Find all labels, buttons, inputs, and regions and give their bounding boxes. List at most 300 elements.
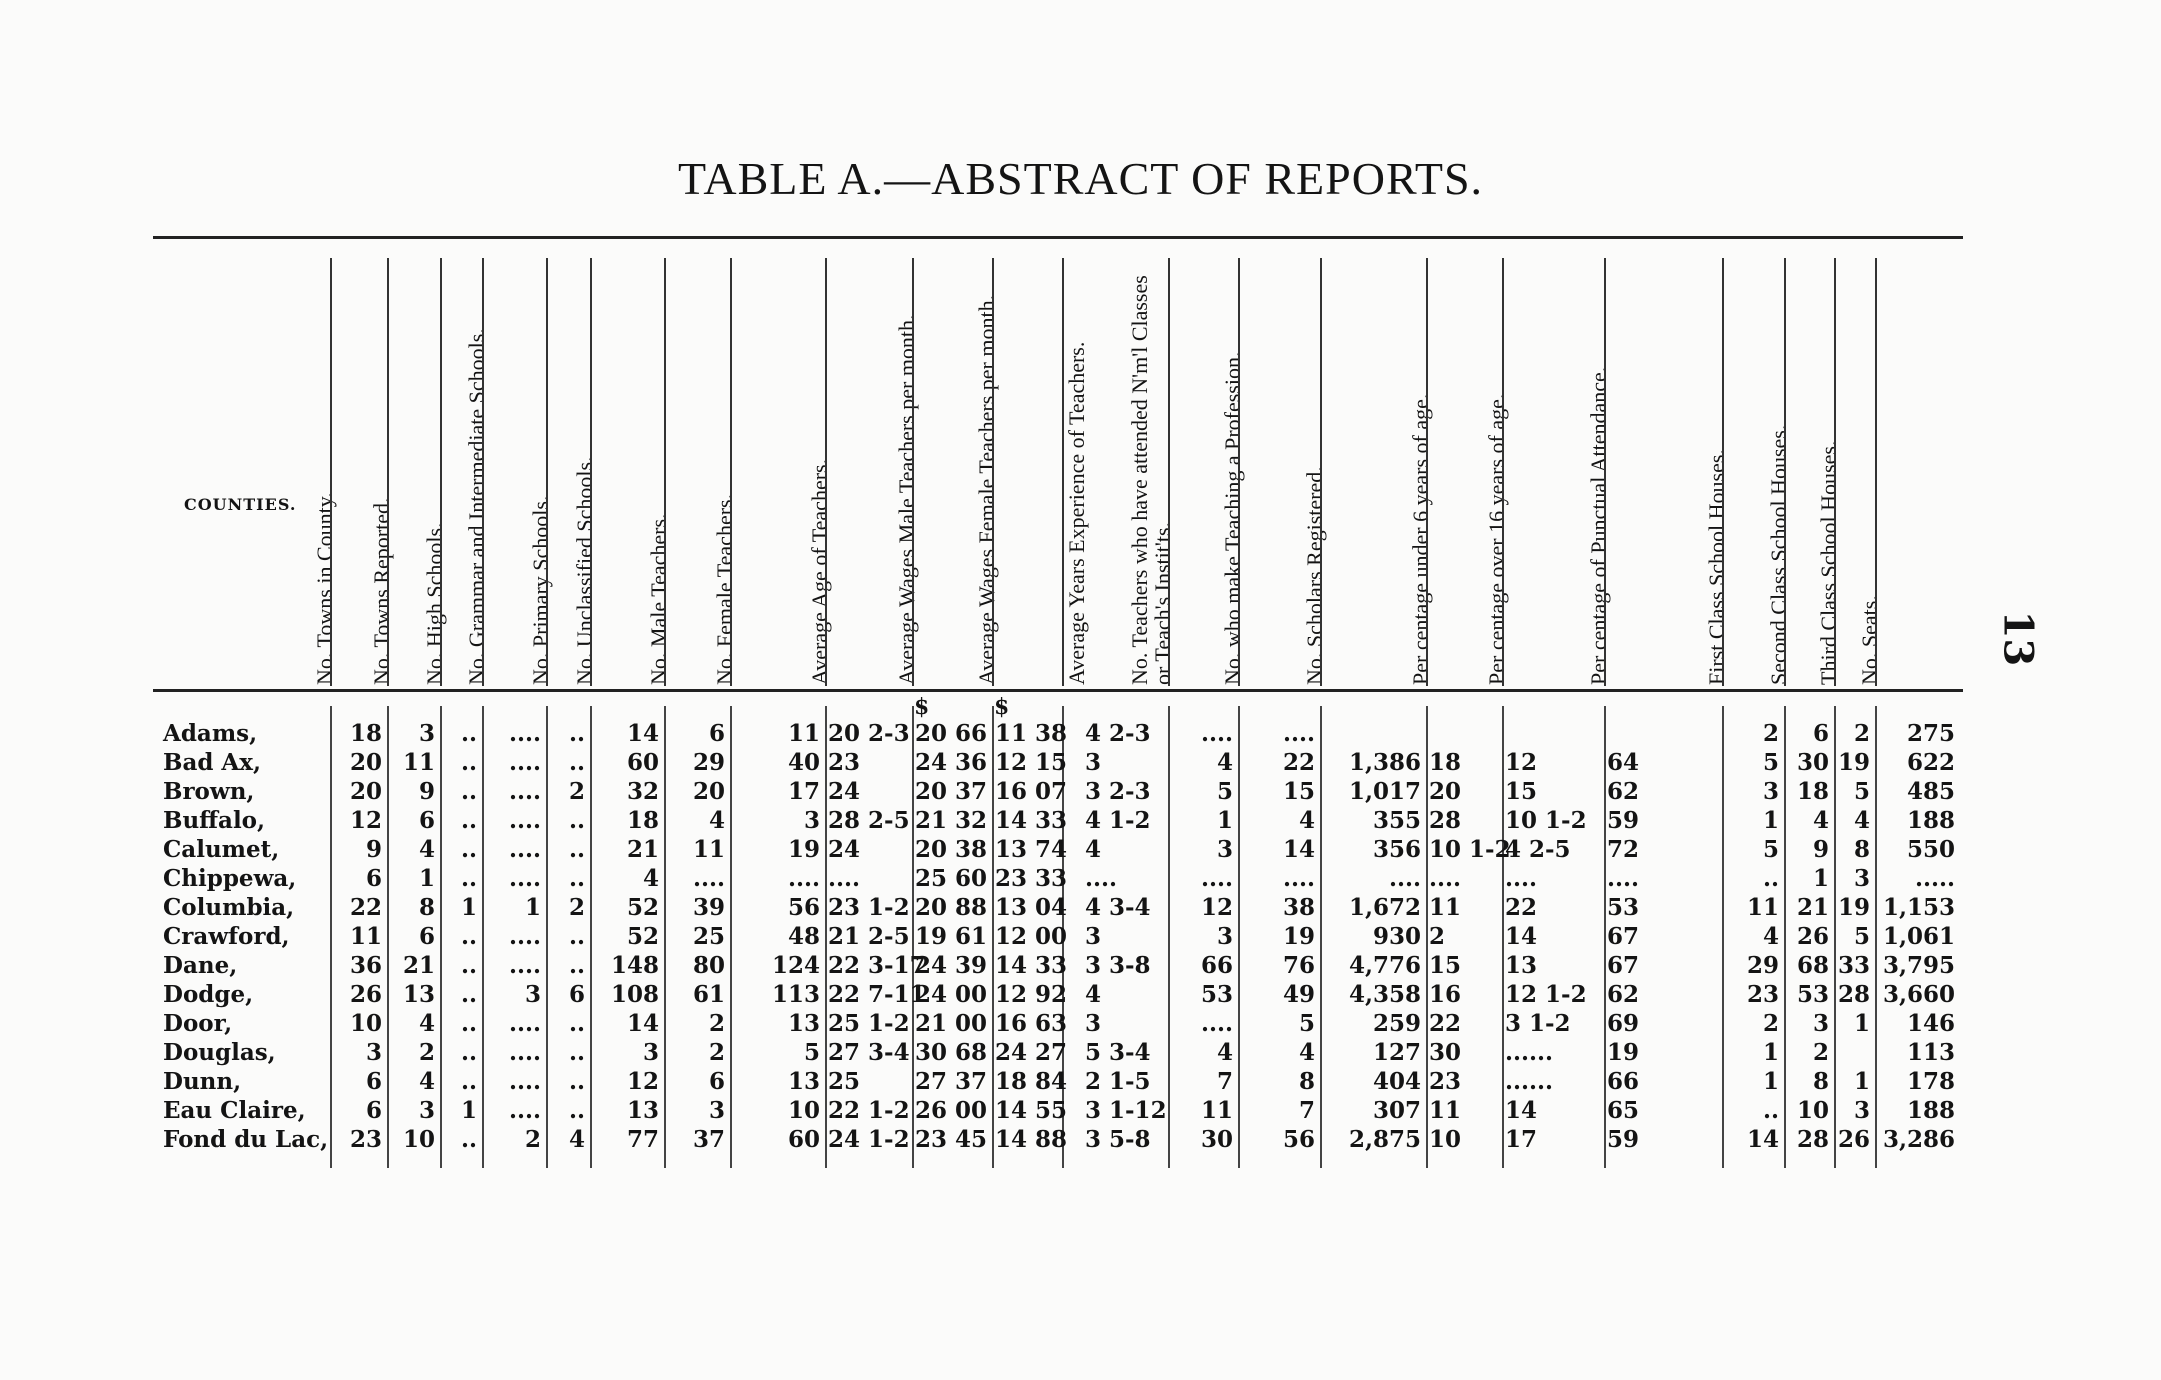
- table-cell: 2: [568, 894, 585, 921]
- table-cell: 5: [1853, 923, 1870, 950]
- table-cell: 12 00: [995, 923, 1068, 950]
- table-cell: .....: [1914, 865, 1955, 892]
- table-cell: ..: [568, 720, 585, 747]
- table-cell: 6: [708, 1068, 725, 1095]
- table-cell: 23: [828, 749, 861, 776]
- dollar-sign-marker: $: [914, 694, 930, 720]
- table-cell: ....: [508, 865, 541, 892]
- column-header-label: No. Towns in County.: [312, 492, 337, 685]
- table-cell: 1,386: [1348, 749, 1421, 776]
- table-cell: 18: [349, 720, 382, 747]
- table-row: [0, 778, 2161, 806]
- table-cell: 12: [1505, 749, 1538, 776]
- table-cell: 6: [418, 923, 435, 950]
- table-cell: 23 33: [995, 865, 1068, 892]
- table-cell: 21: [626, 836, 659, 863]
- table-cell: 4 3-4: [1085, 894, 1151, 921]
- table-cell: 30 68: [915, 1039, 988, 1066]
- table-cell: ..: [460, 1039, 477, 1066]
- table-cell: 5: [1762, 836, 1779, 863]
- table-cell: 2 1-5: [1085, 1068, 1151, 1095]
- table-cell: ..: [460, 778, 477, 805]
- table-cell: 6: [1812, 720, 1829, 747]
- table-cell: 259: [1372, 1010, 1421, 1037]
- table-cell: 20: [349, 778, 382, 805]
- table-cell: 20: [1429, 778, 1462, 805]
- table-cell: 4: [1216, 1039, 1233, 1066]
- table-cell: 23 1-2: [828, 894, 910, 921]
- table-cell: 12 15: [995, 749, 1068, 776]
- table-row: [0, 952, 2161, 980]
- table-cell: 356: [1372, 836, 1421, 863]
- table-cell: 10: [1796, 1097, 1829, 1124]
- table-cell: ..: [568, 1039, 585, 1066]
- table-cell: 66: [1200, 952, 1233, 979]
- table-cell: 4: [1298, 807, 1315, 834]
- table-cell: 4: [418, 1010, 435, 1037]
- table-cell: 22: [1505, 894, 1538, 921]
- table-cell: 37: [692, 1126, 725, 1153]
- table-cell: 28: [1796, 1126, 1829, 1153]
- table-cell: 23: [1429, 1068, 1462, 1095]
- table-cell: 14: [1746, 1126, 1779, 1153]
- table-cell: ..: [460, 865, 477, 892]
- table-cell: 13: [787, 1068, 820, 1095]
- table-cell: 3: [1085, 1010, 1102, 1037]
- table-cell: 1: [1762, 1068, 1779, 1095]
- table-cell: ..: [568, 749, 585, 776]
- table-cell: 1,061: [1882, 923, 1955, 950]
- table-cell: 53: [1796, 981, 1829, 1008]
- column-header-label: No. Scholars Registered.: [1302, 466, 1327, 685]
- table-cell: ....: [828, 865, 861, 892]
- table-row: [0, 720, 2161, 748]
- table-row: [0, 1097, 2161, 1125]
- table-cell: 20: [349, 749, 382, 776]
- table-cell: 20: [692, 778, 725, 805]
- table-cell: 22 7-11: [828, 981, 926, 1008]
- table-cell: 14: [626, 1010, 659, 1037]
- table-cell: 27 37: [915, 1068, 988, 1095]
- table-cell: 5: [1298, 1010, 1315, 1037]
- table-cell: 5: [1216, 778, 1233, 805]
- table-cell: 19: [1837, 894, 1870, 921]
- table-cell: 10: [349, 1010, 382, 1037]
- table-cell: 3,795: [1882, 952, 1955, 979]
- table-cell: 3: [1216, 923, 1233, 950]
- table-cell: 3,660: [1882, 981, 1955, 1008]
- column-header-label: No. Male Teachers.: [646, 513, 671, 685]
- table-cell: 11: [1200, 1097, 1233, 1124]
- table-cell: 3: [642, 1039, 659, 1066]
- column-header-label: Per centage under 6 years of age.: [1408, 393, 1433, 685]
- table-cell: 13 74: [995, 836, 1068, 863]
- table-cell: 2: [568, 778, 585, 805]
- table-cell: 13: [1505, 952, 1538, 979]
- table-cell: 39: [692, 894, 725, 921]
- county-name: Douglas,: [163, 1039, 276, 1066]
- table-cell: 14 33: [995, 807, 1068, 834]
- table-cell: 4 2-3: [1085, 720, 1151, 747]
- table-cell: 13: [787, 1010, 820, 1037]
- table-cell: 2: [1762, 1010, 1779, 1037]
- table-cell: 26 00: [915, 1097, 988, 1124]
- table-cell: 62: [1607, 778, 1640, 805]
- county-name: Eau Claire,: [163, 1097, 306, 1124]
- table-cell: 2: [1812, 1039, 1829, 1066]
- table-cell: 6: [365, 1097, 382, 1124]
- table-cell: 14 33: [995, 952, 1068, 979]
- table-cell: ....: [1282, 865, 1315, 892]
- table-cell: 4: [708, 807, 725, 834]
- column-header-label: Average Age of Teachers.: [807, 458, 832, 685]
- table-cell: 4: [1085, 836, 1102, 863]
- table-cell: ..: [568, 807, 585, 834]
- table-cell: 38: [1282, 894, 1315, 921]
- table-cell: 13 04: [995, 894, 1068, 921]
- table-cell: 11: [349, 923, 382, 950]
- table-cell: ..: [1762, 1097, 1779, 1124]
- table-cell: 52: [626, 923, 659, 950]
- table-cell: 1: [1762, 1039, 1779, 1066]
- table-cell: ....: [508, 720, 541, 747]
- table-cell: 113: [771, 981, 820, 1008]
- table-cell: ..: [460, 1068, 477, 1095]
- table-cell: 108: [610, 981, 659, 1008]
- table-cell: 2: [708, 1039, 725, 1066]
- county-name: Chippewa,: [163, 865, 297, 892]
- table-cell: 80: [692, 952, 725, 979]
- page-title: TABLE A.—ABSTRACT OF REPORTS.: [677, 153, 1484, 204]
- table-cell: ..: [460, 923, 477, 950]
- table-cell: 15: [1429, 952, 1462, 979]
- table-cell: 3: [1085, 749, 1102, 776]
- table-cell: 33: [1837, 952, 1870, 979]
- county-name: Door,: [163, 1010, 233, 1037]
- table-cell: ..: [460, 1010, 477, 1037]
- column-header-label: Per centage over 16 years of age.: [1484, 393, 1509, 685]
- table-cell: 3: [1853, 865, 1870, 892]
- table-cell: 8: [1853, 836, 1870, 863]
- table-row: [0, 749, 2161, 777]
- table-cell: 3 1-12: [1085, 1097, 1167, 1124]
- table-cell: 24: [828, 778, 861, 805]
- table-cell: 1: [460, 894, 477, 921]
- table-cell: 17: [1505, 1126, 1538, 1153]
- table-cell: 9: [365, 836, 382, 863]
- table-cell: 15: [1282, 778, 1315, 805]
- table-cell: 13: [626, 1097, 659, 1124]
- column-header-label: No. Teachers who have attended N'm'l Classes or Teach's Instit'ts.: [1127, 275, 1175, 685]
- column-header-22: [1857, 250, 1960, 685]
- table-cell: 56: [787, 894, 820, 921]
- table-cell: 148: [610, 952, 659, 979]
- table-cell: 24: [828, 836, 861, 863]
- header-bottom-rule: [153, 689, 1963, 692]
- table-cell: ....: [508, 1097, 541, 1124]
- table-cell: 6: [708, 720, 725, 747]
- column-header-label: Per centage of Punctual Attendance.: [1586, 366, 1611, 685]
- table-cell: 29: [692, 749, 725, 776]
- column-header-label: Third Class School Houses.: [1816, 440, 1841, 685]
- table-cell: 66: [1607, 1068, 1640, 1095]
- table-cell: ......: [1505, 1039, 1554, 1066]
- table-cell: 1,153: [1882, 894, 1955, 921]
- table-cell: 355: [1372, 807, 1421, 834]
- table-cell: 275: [1906, 720, 1955, 747]
- table-cell: 19: [1837, 749, 1870, 776]
- table-cell: 49: [1282, 981, 1315, 1008]
- county-name: Calumet,: [163, 836, 280, 863]
- table-cell: 12: [1200, 894, 1233, 921]
- table-cell: 21 32: [915, 807, 988, 834]
- table-cell: 24 00: [915, 981, 988, 1008]
- table-cell: 22 1-2: [828, 1097, 910, 1124]
- table-cell: 11: [692, 836, 725, 863]
- table-cell: 1: [1853, 1010, 1870, 1037]
- table-cell: 53: [1200, 981, 1233, 1008]
- table-cell: 59: [1607, 807, 1640, 834]
- table-row: [0, 894, 2161, 922]
- table-cell: 25: [828, 1068, 861, 1095]
- table-cell: 14 88: [995, 1126, 1068, 1153]
- table-cell: 19 61: [915, 923, 988, 950]
- table-cell: ..: [568, 865, 585, 892]
- table-cell: 3: [365, 1039, 382, 1066]
- table-row: [0, 923, 2161, 951]
- column-header-label: No. Seats.: [1857, 595, 1882, 685]
- table-cell: 18 84: [995, 1068, 1068, 1095]
- table-cell: 4: [1853, 807, 1870, 834]
- table-cell: 40: [787, 749, 820, 776]
- county-name: Adams,: [163, 720, 258, 747]
- table-cell: 26: [1796, 923, 1829, 950]
- table-cell: 188: [1906, 807, 1955, 834]
- table-cell: 24 1-2: [828, 1126, 910, 1153]
- table-cell: ....: [508, 923, 541, 950]
- page-number: 13: [1994, 610, 2042, 667]
- table-cell: ....: [1200, 865, 1233, 892]
- table-cell: 16 07: [995, 778, 1068, 805]
- table-cell: 4,776: [1348, 952, 1421, 979]
- table-cell: 10: [1429, 1126, 1462, 1153]
- table-cell: 25 1-2: [828, 1010, 910, 1037]
- table-cell: 20 37: [915, 778, 988, 805]
- table-cell: 6: [365, 865, 382, 892]
- county-name: Fond du Lac,: [163, 1126, 329, 1153]
- table-cell: ....: [1200, 1010, 1233, 1037]
- table-cell: ..: [568, 836, 585, 863]
- table-cell: 11: [402, 749, 435, 776]
- table-cell: 2: [1762, 720, 1779, 747]
- table-cell: 7: [1298, 1097, 1315, 1124]
- table-cell: ....: [508, 1039, 541, 1066]
- table-cell: ....: [508, 836, 541, 863]
- table-cell: 3: [708, 1097, 725, 1124]
- table-row: [0, 1010, 2161, 1038]
- table-cell: 24 36: [915, 749, 988, 776]
- table-cell: ....: [1085, 865, 1118, 892]
- table-cell: 29: [1746, 952, 1779, 979]
- table-cell: 1: [1812, 865, 1829, 892]
- table-cell: ....: [1388, 865, 1421, 892]
- table-cell: 14: [626, 720, 659, 747]
- table-cell: 15: [1505, 778, 1538, 805]
- table-cell: 59: [1607, 1126, 1640, 1153]
- table-cell: 21: [402, 952, 435, 979]
- table-cell: 3: [1812, 1010, 1829, 1037]
- table-cell: 30: [1796, 749, 1829, 776]
- table-cell: 5: [1853, 778, 1870, 805]
- table-cell: 20 38: [915, 836, 988, 863]
- table-cell: 2: [1429, 923, 1446, 950]
- county-name: Buffalo,: [163, 807, 266, 834]
- table-cell: 30: [1429, 1039, 1462, 1066]
- table-cell: ....: [1505, 865, 1538, 892]
- table-cell: 2: [418, 1039, 435, 1066]
- table-cell: ....: [508, 778, 541, 805]
- table-cell: 62: [1607, 981, 1640, 1008]
- table-cell: 1: [418, 865, 435, 892]
- table-cell: 1: [1762, 807, 1779, 834]
- table-cell: 14: [1282, 836, 1315, 863]
- table-cell: ....: [1200, 720, 1233, 747]
- table-cell: 21 2-5: [828, 923, 910, 950]
- column-header-label: No. Female Teachers.: [712, 493, 737, 685]
- county-name: Columbia,: [163, 894, 295, 921]
- table-cell: 2: [708, 1010, 725, 1037]
- table-cell: 53: [1607, 894, 1640, 921]
- table-cell: 6: [418, 807, 435, 834]
- table-cell: 12: [349, 807, 382, 834]
- table-cell: ....: [692, 865, 725, 892]
- column-header-label: Second Class School Houses.: [1766, 424, 1791, 685]
- table-cell: 4: [1085, 981, 1102, 1008]
- table-cell: 67: [1607, 923, 1640, 950]
- table-cell: ..: [568, 1010, 585, 1037]
- table-cell: 56: [1282, 1126, 1315, 1153]
- table-cell: 72: [1607, 836, 1640, 863]
- table-cell: 60: [626, 749, 659, 776]
- table-cell: ....: [1282, 720, 1315, 747]
- table-cell: 6: [365, 1068, 382, 1095]
- table-cell: 1,017: [1348, 778, 1421, 805]
- table-cell: 4 2-5: [1505, 836, 1571, 863]
- column-header-label: No. Towns Reported.: [369, 497, 394, 685]
- top-rule: [153, 236, 1963, 239]
- table-cell: 4,358: [1348, 981, 1421, 1008]
- table-cell: 52: [626, 894, 659, 921]
- table-cell: 11: [787, 720, 820, 747]
- table-cell: ..: [460, 807, 477, 834]
- table-cell: 1: [1853, 1068, 1870, 1095]
- table-cell: 64: [1607, 749, 1640, 776]
- table-cell: 26: [1837, 1126, 1870, 1153]
- table-cell: 4 1-2: [1085, 807, 1151, 834]
- table-cell: 21: [1796, 894, 1829, 921]
- table-cell: 23: [1746, 981, 1779, 1008]
- table-cell: 22 3-17: [828, 952, 926, 979]
- table-cell: 22: [1282, 749, 1315, 776]
- table-cell: 8: [418, 894, 435, 921]
- table-cell: 404: [1372, 1068, 1421, 1095]
- table-cell: 27 3-4: [828, 1039, 910, 1066]
- table-cell: 307: [1372, 1097, 1421, 1124]
- table-cell: ....: [1429, 865, 1462, 892]
- table-cell: 3: [418, 720, 435, 747]
- table-cell: 3 1-2: [1505, 1010, 1571, 1037]
- table-cell: 67: [1607, 952, 1640, 979]
- county-name: Crawford,: [163, 923, 290, 950]
- table-cell: 3 3-8: [1085, 952, 1151, 979]
- table-cell: ....: [508, 952, 541, 979]
- table-cell: 4: [1298, 1039, 1315, 1066]
- table-cell: 1: [524, 894, 541, 921]
- table-cell: 3 5-8: [1085, 1126, 1151, 1153]
- table-cell: 9: [418, 778, 435, 805]
- column-header-label: No. Unclassified Schools.: [572, 456, 597, 685]
- table-row: [0, 1039, 2161, 1067]
- table-cell: ..: [568, 923, 585, 950]
- table-cell: 28: [1837, 981, 1870, 1008]
- table-cell: 3: [803, 807, 820, 834]
- table-cell: 22: [1429, 1010, 1462, 1037]
- table-cell: 3: [1085, 923, 1102, 950]
- table-cell: 6: [568, 981, 585, 1008]
- column-header-label: Average Years Experience of Teachers.: [1064, 341, 1089, 685]
- table-cell: 69: [1607, 1010, 1640, 1037]
- table-cell: ..: [568, 952, 585, 979]
- table-cell: 23 45: [915, 1126, 988, 1153]
- table-cell: ....: [508, 807, 541, 834]
- table-cell: 4: [1762, 923, 1779, 950]
- table-row: [0, 836, 2161, 864]
- table-cell: 2: [524, 1126, 541, 1153]
- table-cell: 10 1-2: [1429, 836, 1511, 863]
- county-name: Brown,: [163, 778, 255, 805]
- table-cell: 2: [1853, 720, 1870, 747]
- table-cell: 23: [349, 1126, 382, 1153]
- table-cell: 1,672: [1348, 894, 1421, 921]
- table-cell: ..: [568, 1068, 585, 1095]
- table-cell: 28 2-5: [828, 807, 910, 834]
- table-cell: 21 00: [915, 1010, 988, 1037]
- table-cell: 10: [787, 1097, 820, 1124]
- table-cell: 11 38: [995, 720, 1068, 747]
- table-cell: 20 2-3: [828, 720, 910, 747]
- table-cell: 5 3-4: [1085, 1039, 1151, 1066]
- table-cell: 76: [1282, 952, 1315, 979]
- table-cell: 18: [626, 807, 659, 834]
- table-cell: 22: [349, 894, 382, 921]
- table-cell: ..: [460, 952, 477, 979]
- county-name: Dodge,: [163, 981, 254, 1008]
- table-cell: 65: [1607, 1097, 1640, 1124]
- table-cell: ....: [508, 749, 541, 776]
- table-cell: 12: [626, 1068, 659, 1095]
- column-header-label: No. High Schools.: [422, 522, 447, 685]
- table-cell: ..: [460, 836, 477, 863]
- table-cell: 3: [524, 981, 541, 1008]
- table-cell: 20 66: [915, 720, 988, 747]
- table-cell: ....: [787, 865, 820, 892]
- dollar-sign-marker: $: [994, 694, 1010, 720]
- table-cell: 26: [349, 981, 382, 1008]
- table-cell: 124: [771, 952, 820, 979]
- table-cell: 25: [692, 923, 725, 950]
- table-cell: 5: [1762, 749, 1779, 776]
- table-row: [0, 1126, 2161, 1154]
